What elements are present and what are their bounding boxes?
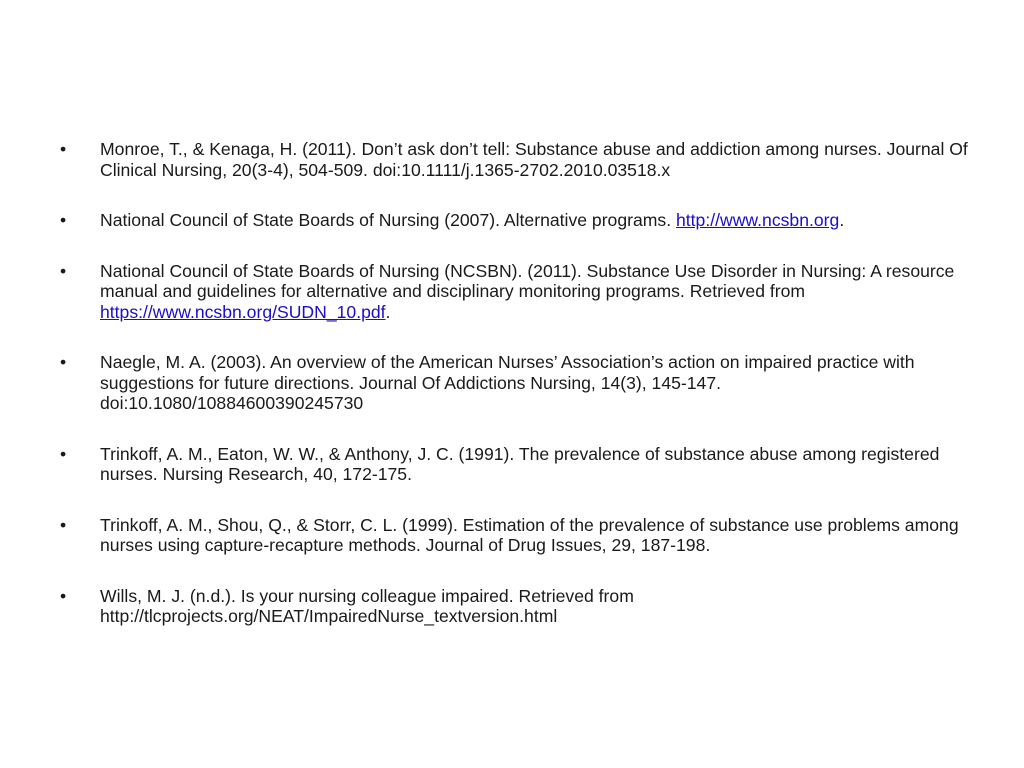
bullet: • <box>60 443 67 464</box>
ncsbn-sudn-pdf-link[interactable]: https://www.ncsbn.org/SUDN_10.pdf <box>100 301 386 322</box>
reference-item <box>58 515 978 556</box>
reference-item <box>58 210 978 231</box>
reference-item <box>58 139 978 180</box>
reference-text: Trinkoff, A. M., Eaton, W. W., & Anthony, J. C. (1991). The prevalence of substance abuse among registered nurses. Nursing Research, 40, 172-175. <box>100 443 940 484</box>
bullet: • <box>60 514 67 535</box>
ncsbn-home-link[interactable]: http://www.ncsbn.org <box>676 210 840 230</box>
reference-text: Wills, M. J. (n.d.). Is your nursing colleague impaired. Retrieved from http://tlcprojects.org/NEAT/ImpairedNurse_textversion.html <box>100 585 634 626</box>
reference-text: Naegle, M. A. (2003). An overview of the American Nurses’ Association’s action on impaired practice with suggestions for future directions. Journal Of Addictions Nursing, 14(3), 145-147. doi:10.1080/10884600390245730 <box>100 352 915 413</box>
reference-text: Trinkoff, A. M., Shou, Q., & Storr, C. L. (1999). Estimation of the prevalence of substance use problems among nurses using capture-recapture methods. Journal of Drug Issues, 29, 187-198. <box>100 514 959 555</box>
bullet: • <box>60 139 67 159</box>
reference-item <box>58 586 978 627</box>
bullet: • <box>60 260 67 281</box>
reference-item <box>58 352 978 414</box>
reference-item <box>58 444 978 485</box>
reference-text: . <box>385 301 391 322</box>
reference-text: . <box>839 210 845 230</box>
reference-text: Monroe, T., & Kenaga, H. (2011). Don’t ask don’t tell: Substance abuse and addiction among nurses. Journal Of Clinical Nursing, 20(3-4), 504-509. doi:10.1111/j.1365-2702.2010.03518.x <box>100 139 968 180</box>
reference-text: National Council of State Boards of Nursing (NCSBN). (2011). Substance Use Disorder in Nursing: A resource manual and guidelines for alternative and disciplinary monitoring programs. Retrieved from <box>100 260 955 301</box>
bullet: • <box>60 352 67 372</box>
bullet: • <box>60 210 67 230</box>
bullet: • <box>60 585 67 606</box>
reference-list <box>58 139 978 657</box>
reference-item <box>58 261 978 323</box>
reference-text: National Council of State Boards of Nursing (2007). Alternative programs. <box>100 210 676 230</box>
